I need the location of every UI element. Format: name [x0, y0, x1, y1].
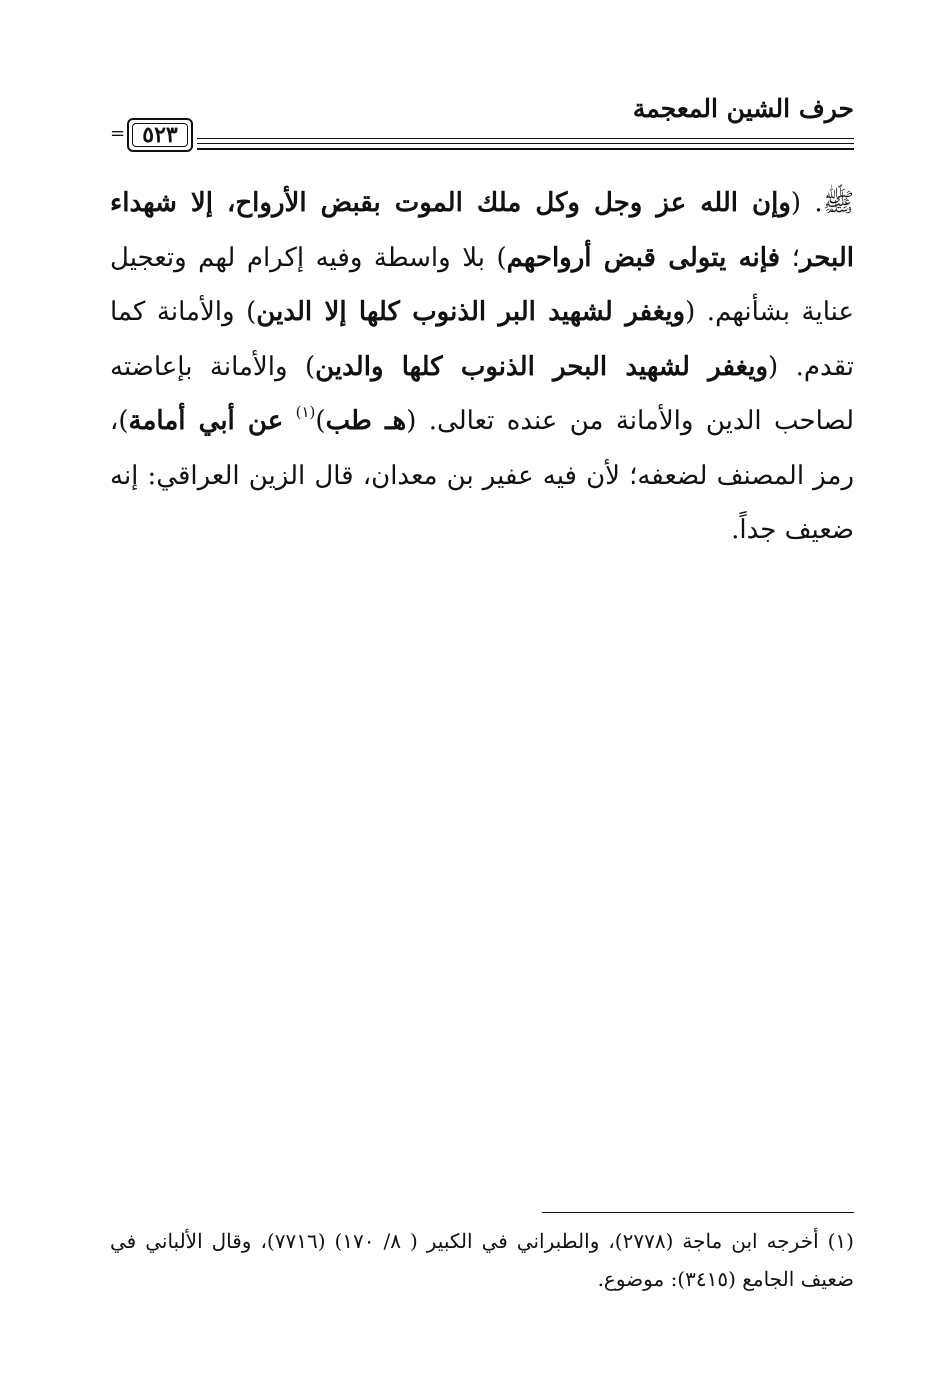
text-run: ؛ — [780, 242, 800, 273]
header-rule — [197, 143, 854, 144]
page-number — [127, 118, 193, 152]
header-rule — [197, 148, 854, 150]
hadith-text: وإن الله عز وجل وكل ملك الموت بقبض الأرواح، إلا شهداء البحر — [110, 188, 855, 273]
footnote: (١) أخرجه ابن ماجة (٢٧٧٨)، والطبراني في الكبير ( ٨/ ١٧٠) (٧٧١٦)، وقال الألباني في ضعيف الجامع (٣٤١٥): موضوع. — [110, 1229, 854, 1291]
hadith-text: ويغفر لشهيد البحر الذنوب كلها والدين — [315, 351, 769, 382]
body-paragraph — [110, 176, 854, 558]
commentary-text: ) والأمانة بإعاضته لصاحب الدين والأمانة من عنده تعالى. ( — [110, 351, 855, 436]
hadith-text: ويغفر لشهيد البر الذنوب كلها إلا الدين — [256, 297, 686, 327]
commentary-text: ) والأمانة كما تقدم. ( — [110, 297, 854, 382]
page-number-ornament: = — [110, 123, 126, 144]
running-title: حرف الشين المعجمة — [632, 94, 854, 123]
narrator-name: عن أبي أمامة — [128, 406, 284, 436]
hadith-text: فإنه يتولى قبض أرواحهم — [506, 242, 781, 273]
page-number-label: ٥٢٣ — [142, 122, 178, 148]
footnote-separator — [542, 1212, 854, 1213]
commentary-text: ) بلا واسطة وفيه إكرام لهم وتعجيل عناية بشأنهم. ( — [110, 242, 854, 327]
source-abbreviation: هـ طب — [325, 406, 407, 436]
text-run — [283, 406, 295, 436]
header-rule — [197, 138, 854, 139]
text-run: ) — [315, 406, 326, 436]
commentary-text: )، رمز المصنف لضعفه؛ لأن فيه عفير بن معدان، قال الزين العراقي: إنه ضعيف جداً. — [110, 406, 854, 545]
footnote-reference[interactable]: (١) — [295, 403, 316, 421]
text-run: ﷺ. ( — [790, 188, 854, 218]
